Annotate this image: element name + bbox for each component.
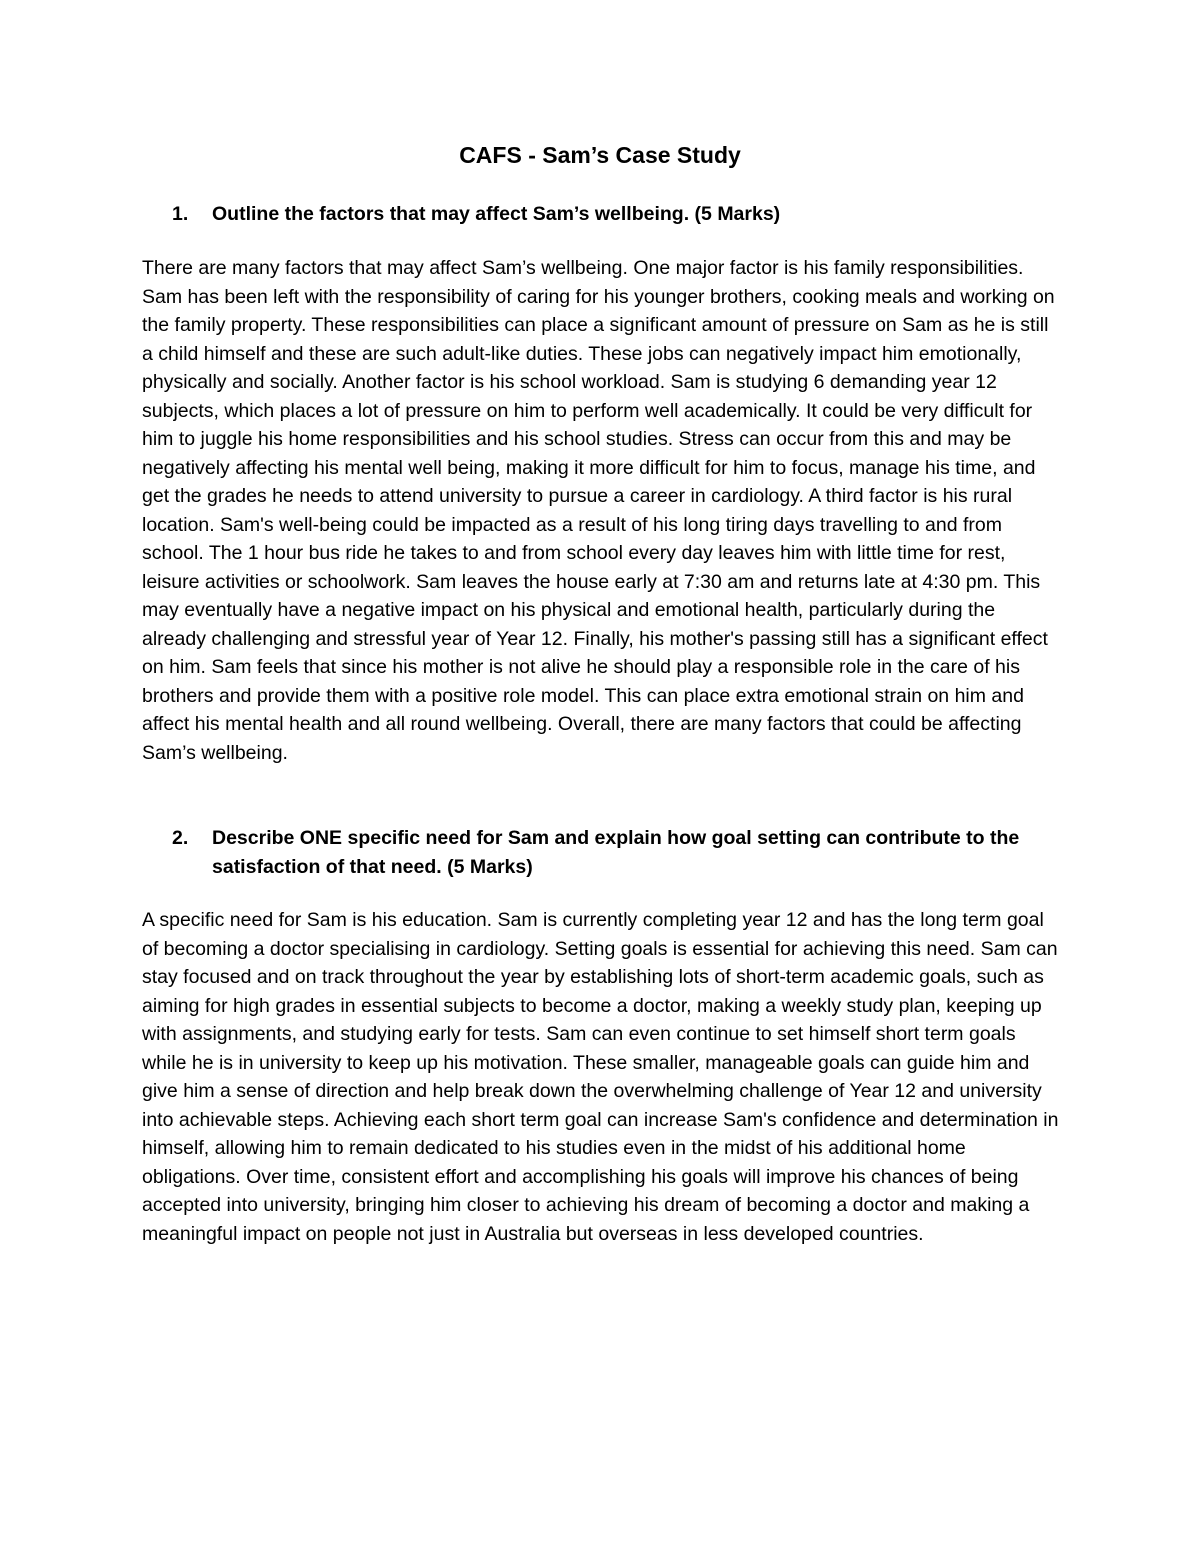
question-number: 1. (172, 203, 189, 225)
question-2 (172, 824, 1057, 881)
question-number: 2. (172, 827, 189, 849)
answer-2-paragraph: A specific need for Sam is his education. Sam is currently completing year 12 and has the long term goal of becoming a doctor specialising in cardiology. Setting goals is essential for achieving this need. Sam can stay focused and on track throughout the year by establishing lots of short-term academic goals, such as aiming for high grades in essential subjects to become a doctor, making a weekly study plan, keeping up with assignments, and studying early for tests. Sam can even continue to set himself short term goals while he is in university to keep up his motivation. These smaller, manageable goals can guide him and give him a sense of direction and help break down the overwhelming challenge of Year 12 and university into achievable steps. Achieving each short term goal can increase Sam's confidence and determination in himself, allowing him to remain dedicated to his studies even in the midst of his additional home obligations. Over time, consistent effort and accomplishing his goals will improve his chances of being accepted into university, bringing him closer to achieving his dream of becoming a doctor and making a meaningful impact on people not just in Australia but overseas in less developed countries. (142, 909, 1059, 1245)
answer-1-paragraph: There are many factors that may affect Sam’s wellbeing. One major factor is his family responsibilities. Sam has been left with the responsibility of caring for his younger brothers, cooking meals and working on the family property. These responsibilities can place a significant amount of pressure on Sam as he is still a child himself and these are such adult-like duties. These jobs can negatively impact him emotionally, physically and socially. Another factor is his school workload. Sam is studying 6 demanding year 12 subjects, which places a lot of pressure on him to perform well academically. It could be very difficult for him to juggle his home responsibilities and his school studies. Stress can occur from this and may be negatively affecting his mental well being, making it more difficult for him to focus, manage his time, and get the grades he needs to attend university to pursue a career in cardiology. A third factor is his rural location. Sam's well-being could be impacted as a result of his long tiring days travelling to and from school. The 1 hour bus ride he takes to and from school every day leaves him with little time for rest, leisure activities or schoolwork. Sam leaves the house early at 7:30 am and returns late at 4:30 pm. This may eventually have a negative impact on his physical and emotional health, particularly during the already challenging and stressful year of Year 12. Finally, his mother's passing still has a significant effect on him. Sam feels that since his mother is not alive he should play a responsible role in the care of his brothers and provide them with a positive role model. This can place extra emotional strain on him and affect his mental health and all round wellbeing. Overall, there are many factors that could be affecting Sam’s wellbeing. (142, 257, 1055, 764)
document-title: CAFS - Sam’s Case Study (459, 142, 741, 168)
question-1 (172, 200, 1057, 229)
question-prompt: Describe ONE specific need for Sam and explain how goal setting can contribute to the satisfaction of that need. (5 Marks) (212, 827, 1020, 878)
question-prompt: Outline the factors that may affect Sam’s wellbeing. (5 Marks) (212, 203, 781, 225)
